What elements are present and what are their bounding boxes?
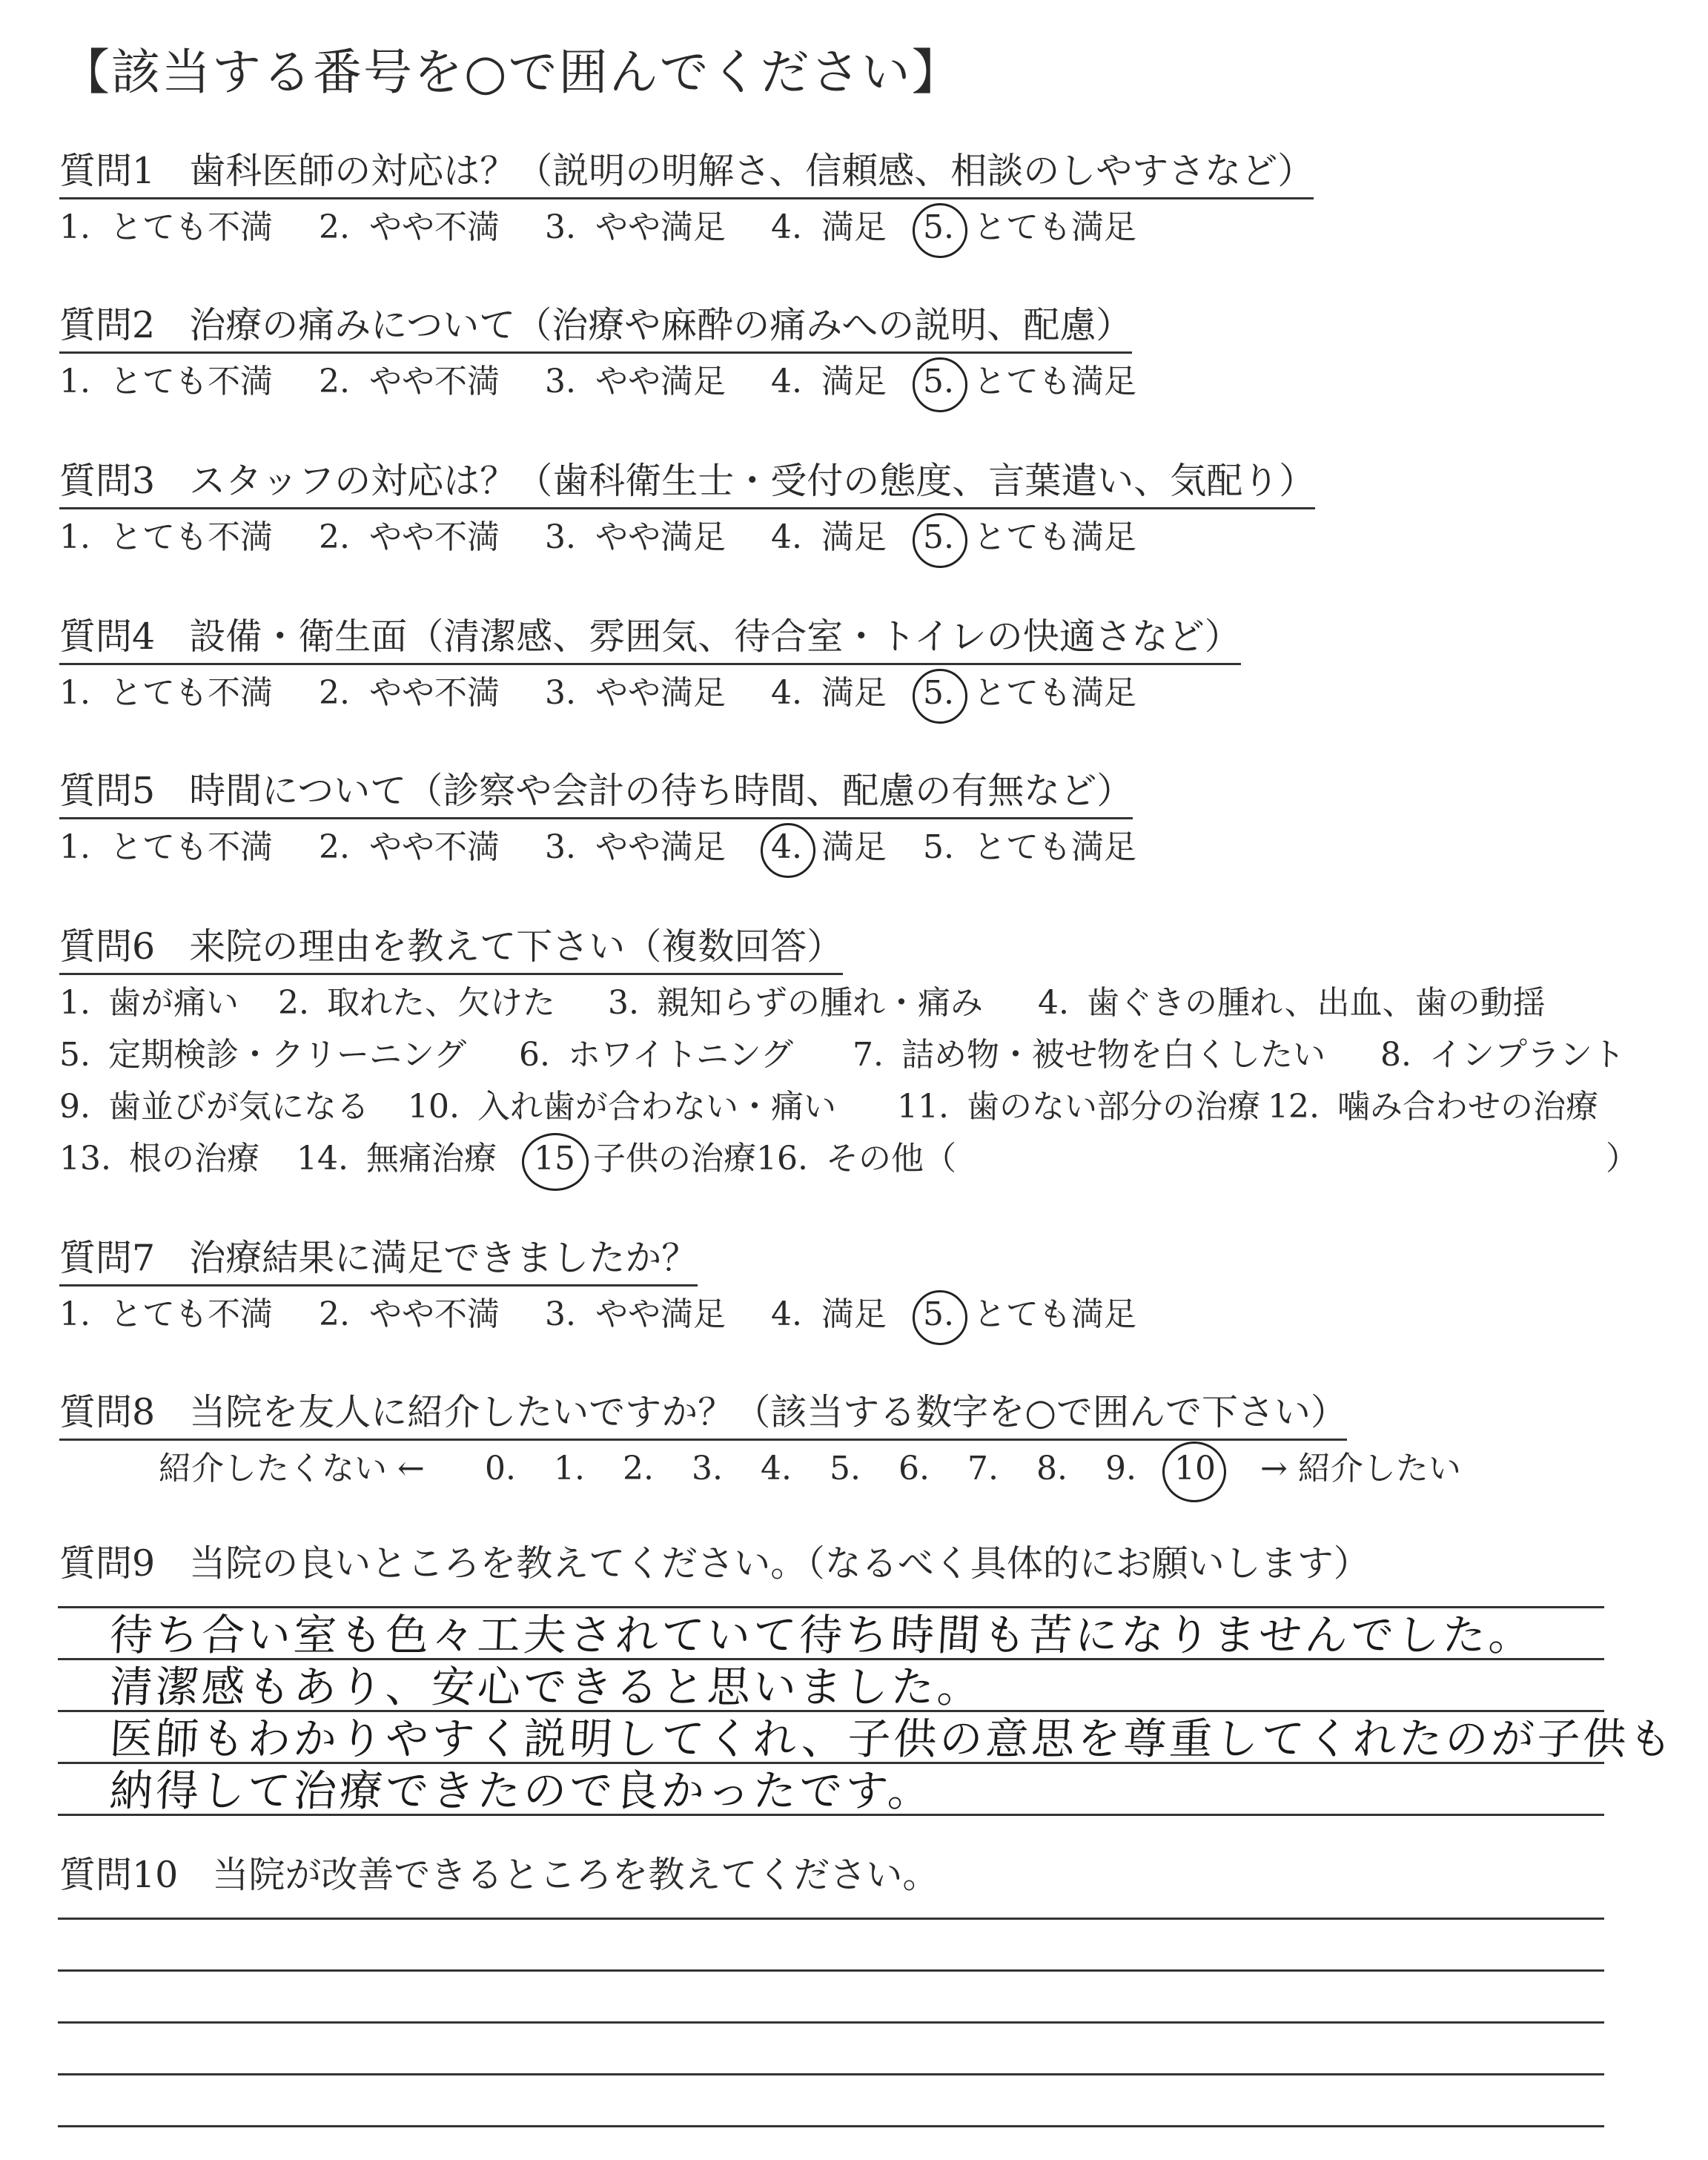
rating-option[interactable]: 1. とても不満 bbox=[59, 363, 273, 400]
rating-option[interactable]: 5. とても満足 bbox=[923, 670, 1136, 716]
rating-option[interactable]: 3. やや満足 bbox=[545, 363, 726, 400]
rating-option[interactable]: 4. 満足 bbox=[771, 1295, 887, 1333]
question-1-label: 質問1 bbox=[59, 150, 156, 192]
reason-option[interactable]: 13. 根の治療 bbox=[59, 1140, 259, 1178]
question-5-label: 質問5 bbox=[59, 770, 156, 812]
reason-row bbox=[59, 1084, 1675, 1130]
question-8-label: 質問8 bbox=[59, 1391, 156, 1433]
reason-option[interactable]: 12. 噛み合わせの治療 bbox=[1268, 1088, 1598, 1126]
question-4-heading bbox=[59, 614, 1241, 665]
question-2-heading bbox=[59, 303, 1132, 354]
reason-option[interactable]: 3. 親知らずの腫れ・痛み bbox=[608, 984, 983, 1022]
scale-option[interactable]: 6. bbox=[898, 1450, 930, 1487]
rating-option[interactable]: 2. やや不満 bbox=[319, 674, 500, 712]
question-8-text: 当院を友人に紹介したいですか？（該当する数字を○で囲んで下さい） bbox=[189, 1391, 1347, 1433]
reason-option[interactable]: 6. ホワイトニング bbox=[519, 1036, 794, 1074]
scale-option[interactable]: 8. bbox=[1036, 1450, 1068, 1487]
question-4-text: 設備・衛生面（清潔感、雰囲気、待合室・トイレの快適さなど） bbox=[189, 615, 1241, 658]
scale-option[interactable]: 0. bbox=[485, 1450, 516, 1487]
scale-option[interactable]: 3. bbox=[692, 1450, 723, 1487]
reason-option[interactable]: 4. 歯ぐきの腫れ、出血、歯の動揺 bbox=[1038, 984, 1546, 1022]
reason-option[interactable]: 7. 詰め物・被せ物を白くしたい bbox=[853, 1036, 1325, 1074]
answer-rule bbox=[58, 1918, 1604, 1920]
rating-option[interactable]: 2. やや不満 bbox=[319, 363, 500, 400]
rating-option[interactable]: 3. やや満足 bbox=[545, 1295, 726, 1333]
scale-option[interactable]: 4. bbox=[761, 1450, 792, 1487]
scale-left-label: 紹介したくない ← bbox=[159, 1450, 425, 1487]
reason-option[interactable]: 10. 入れ歯が合わない・痛い bbox=[408, 1088, 836, 1126]
question-2-text: 治療の痛みについて（治療や麻酔の痛みへの説明、配慮） bbox=[189, 304, 1133, 346]
question-10-heading bbox=[59, 1852, 939, 1901]
answer-rule bbox=[58, 2125, 1604, 2127]
rating-option[interactable]: 5. とても満足 bbox=[923, 359, 1136, 405]
scale-option[interactable]: 2. bbox=[623, 1450, 654, 1487]
rating-option[interactable]: 5. とても満足 bbox=[923, 515, 1136, 561]
rating-option[interactable]: 4. 満足 bbox=[771, 208, 887, 246]
question-2-label: 質問2 bbox=[59, 304, 156, 346]
reason-option[interactable]: 15 子供の治療 bbox=[534, 1136, 756, 1182]
reason-option[interactable]: 14. 無痛治療 bbox=[297, 1140, 497, 1178]
rating-option[interactable]: 2. やや不満 bbox=[319, 828, 500, 866]
rating-option[interactable]: 1. とても不満 bbox=[59, 1295, 273, 1333]
question-1-heading bbox=[59, 148, 1314, 199]
question-5-heading bbox=[59, 768, 1133, 819]
scale-option[interactable]: 7. bbox=[967, 1450, 999, 1487]
rating-option[interactable]: 1. とても不満 bbox=[59, 674, 273, 712]
rating-option[interactable]: 2. やや不満 bbox=[319, 208, 500, 246]
question-10-label: 質問10 bbox=[59, 1854, 179, 1896]
question-1-text: 歯科医師の対応は？（説明の明解さ、信頼感、相談のしやすさなど） bbox=[189, 150, 1314, 192]
question-9-heading bbox=[59, 1541, 1370, 1590]
question-7-text: 治療結果に満足できましたか？ bbox=[189, 1237, 698, 1279]
question-9-text: 当院の良いところを教えてください。（なるべく具体的にお願いします） bbox=[189, 1542, 1370, 1585]
question-6-heading bbox=[59, 924, 843, 975]
page-title: 【該当する番号を○で囲んでください】 bbox=[61, 44, 962, 101]
handwritten-answer-line: 待ち合い室も色々工夫されていて待ち時間も苦になりませんでした。 bbox=[108, 1610, 1536, 1660]
rating-option[interactable]: 4. 満足 bbox=[771, 825, 887, 871]
reason-option[interactable]: 16. その他（ bbox=[756, 1140, 956, 1178]
question-10-text: 当院が改善できるところを教えてください。 bbox=[212, 1854, 939, 1896]
reason-option[interactable]: 5. 定期検診・クリーニング bbox=[59, 1036, 467, 1074]
question-8-heading bbox=[59, 1390, 1347, 1441]
handwritten-answer-line: 医師もわかりやすく説明してくれ、子供の意思を尊重してくれたのが子供も bbox=[108, 1714, 1677, 1764]
reason-row bbox=[59, 1032, 1675, 1078]
reason-option[interactable]: 2. 取れた、欠けた bbox=[278, 984, 555, 1022]
rating-option[interactable]: 1. とても不満 bbox=[59, 208, 273, 246]
rating-option[interactable]: 5. とても満足 bbox=[923, 1292, 1136, 1338]
reason-option[interactable]: 9. 歯並びが気になる bbox=[59, 1088, 369, 1126]
rating-option[interactable]: 4. 満足 bbox=[771, 674, 887, 712]
question-7-label: 質問7 bbox=[59, 1237, 156, 1279]
rating-option[interactable]: 5. とても満足 bbox=[923, 205, 1136, 251]
reason-option[interactable]: 1. 歯が痛い bbox=[59, 984, 239, 1022]
answer-rule bbox=[58, 2073, 1604, 2075]
question-6-text: 来院の理由を教えて下さい（複数回答） bbox=[189, 925, 844, 968]
rating-option[interactable]: 1. とても不満 bbox=[59, 828, 273, 866]
question-7-heading bbox=[59, 1235, 698, 1287]
scale-option[interactable]: 5. bbox=[830, 1450, 861, 1487]
question-3-heading bbox=[59, 458, 1315, 509]
rating-option[interactable]: 3. やや満足 bbox=[545, 828, 726, 866]
scale-option[interactable]: 1. bbox=[554, 1450, 585, 1487]
rating-option[interactable]: 2. やや不満 bbox=[319, 518, 500, 556]
scale-option[interactable]: 9. bbox=[1105, 1450, 1136, 1487]
other-close-paren: ） bbox=[1606, 1140, 1638, 1178]
question-9-label: 質問9 bbox=[59, 1542, 156, 1585]
reason-option[interactable]: 11. 歯のない部分の治療 bbox=[897, 1088, 1260, 1126]
reason-option[interactable]: 8. インプラント bbox=[1380, 1036, 1625, 1074]
question-3-label: 質問3 bbox=[59, 460, 156, 502]
scale-option[interactable]: 10 bbox=[1174, 1443, 1216, 1495]
rating-option[interactable]: 3. やや満足 bbox=[545, 208, 726, 246]
answer-rule bbox=[58, 2021, 1604, 2024]
rating-option[interactable]: 3. やや満足 bbox=[545, 518, 726, 556]
rating-option[interactable]: 1. とても不満 bbox=[59, 518, 273, 556]
rating-option[interactable]: 5. とても満足 bbox=[923, 828, 1136, 866]
rating-option[interactable]: 4. 満足 bbox=[771, 518, 887, 556]
rating-option[interactable]: 3. やや満足 bbox=[545, 674, 726, 712]
answer-rule bbox=[58, 1969, 1604, 1972]
question-5-text: 時間について（診察や会計の待ち時間、配慮の有無など） bbox=[189, 770, 1133, 812]
question-4-label: 質問4 bbox=[59, 615, 156, 658]
answer-rule bbox=[58, 1606, 1604, 1608]
rating-option[interactable]: 4. 満足 bbox=[771, 363, 887, 400]
reason-row bbox=[59, 1136, 1675, 1182]
handwritten-answer-line: 納得して治療できたので良かったです。 bbox=[108, 1766, 936, 1816]
rating-option[interactable]: 2. やや不満 bbox=[319, 1295, 500, 1333]
question-6-label: 質問6 bbox=[59, 925, 156, 968]
scale-right-label: → 紹介したい bbox=[1260, 1450, 1461, 1487]
question-3-text: スタッフの対応は？（歯科衛生士・受付の態度、言葉遣い、気配り） bbox=[189, 460, 1316, 502]
handwritten-answer-line: 清潔感もあり、安心できると思いました。 bbox=[108, 1662, 984, 1712]
reason-row bbox=[59, 980, 1675, 1026]
